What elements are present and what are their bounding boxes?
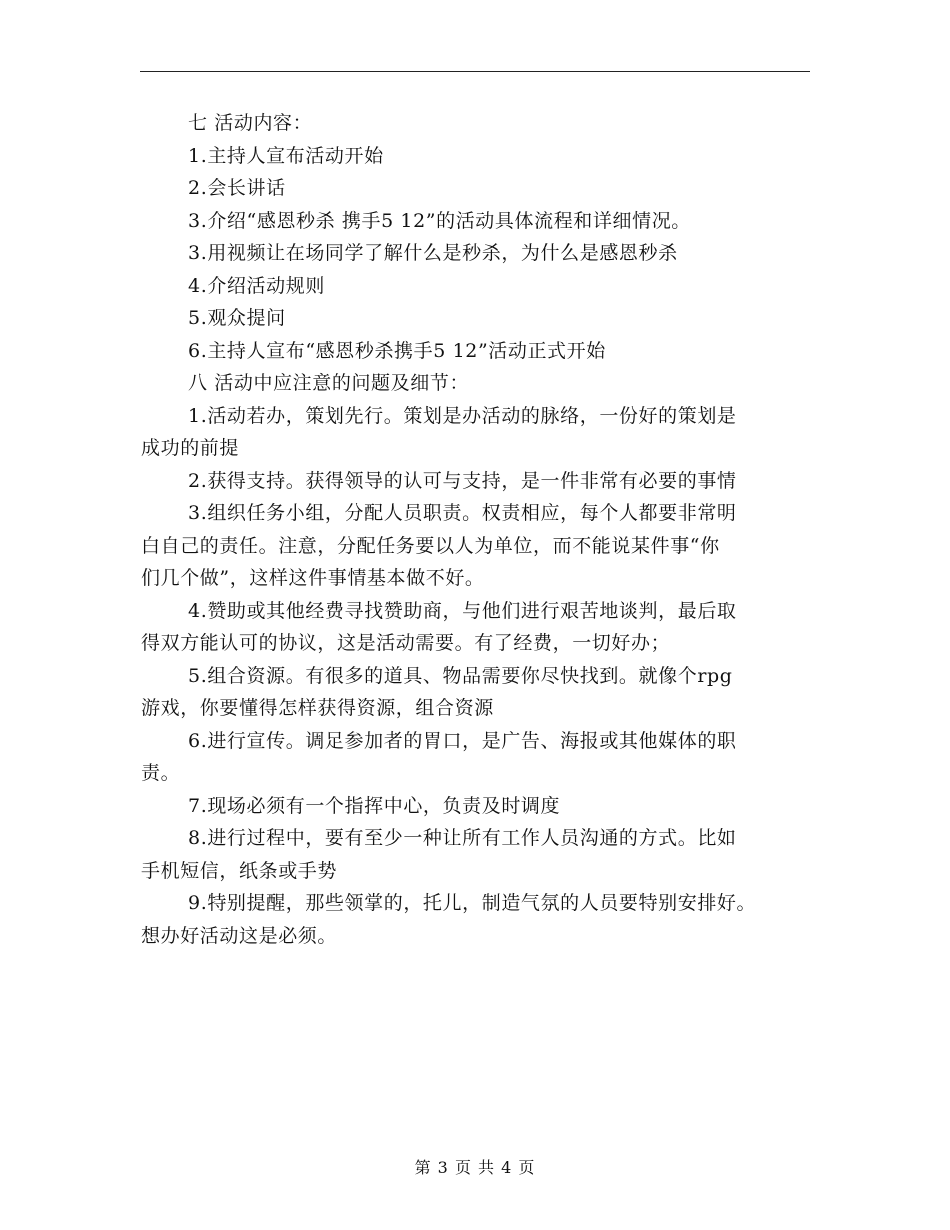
document-body	[141, 107, 813, 952]
text-line: 2.获得支持。获得领导的认可与支持，是一件非常有必要的事情	[188, 469, 737, 492]
header-rule	[140, 71, 810, 72]
text-line: 游戏，你要懂得怎样获得资源，组合资源	[141, 697, 494, 719]
text-line: 责。	[141, 762, 181, 784]
text-line: 3.用视频让在场同学了解什么是秒杀，为什么是感恩秒杀	[188, 242, 678, 264]
text-line: 3.组织任务小组，分配人员职责。权责相应，每个人都要非常明	[188, 502, 737, 524]
text-line: 7.现场必须有一个指挥中心，负责及时调度	[188, 794, 561, 817]
text-line: 白自己的责任。注意，分配任务要以人为单位，而不能说某件事“你	[141, 534, 720, 557]
text-line: 八 活动中应注意的问题及细节：	[188, 372, 470, 394]
text-line: 1.活动若办，策划先行。策划是办活动的脉络，一份好的策划是	[188, 404, 737, 427]
text-line: 8.进行过程中，要有至少一种让所有工作人员沟通的方式。比如	[188, 827, 737, 849]
text-line: 1.主持人宣布活动开始	[188, 144, 384, 167]
text-line: 4.介绍活动规则	[188, 274, 325, 297]
text-line: 七 活动内容：	[188, 112, 313, 134]
text-line: 2.会长讲话	[188, 177, 286, 199]
text-line: 成功的前提	[141, 437, 240, 459]
text-line: 4.赞助或其他经费寻找赞助商，与他们进行艰苦地谈判，最后取	[188, 599, 737, 622]
text-line: 5.观众提问	[188, 307, 286, 329]
text-line: 6.主持人宣布“感恩秒杀携手5 12”活动正式开始	[188, 339, 606, 362]
text-line: 想办好活动这是必须。	[141, 924, 338, 947]
text-line: 们几个做”，这样这件事情基本做不好。	[141, 567, 485, 589]
text-line: 9.特别提醒，那些领掌的，托儿，制造气氛的人员要特别安排好。	[188, 892, 757, 914]
text-line: 得双方能认可的协议，这是活动需要。有了经费，一切好办；	[141, 632, 671, 654]
text-line: 3.介绍“感恩秒杀 携手5 12”的活动具体流程和详细情况。	[188, 209, 691, 232]
text-line: 6.进行宣传。调足参加者的胃口，是广告、海报或其他媒体的职	[188, 729, 737, 752]
text-line: 5.组合资源。有很多的道具、物品需要你尽快找到。就像个rpg	[188, 664, 733, 687]
page-footer: 第 3 页 共 4 页	[414, 1158, 536, 1177]
text-line: 手机短信，纸条或手势	[141, 859, 338, 882]
